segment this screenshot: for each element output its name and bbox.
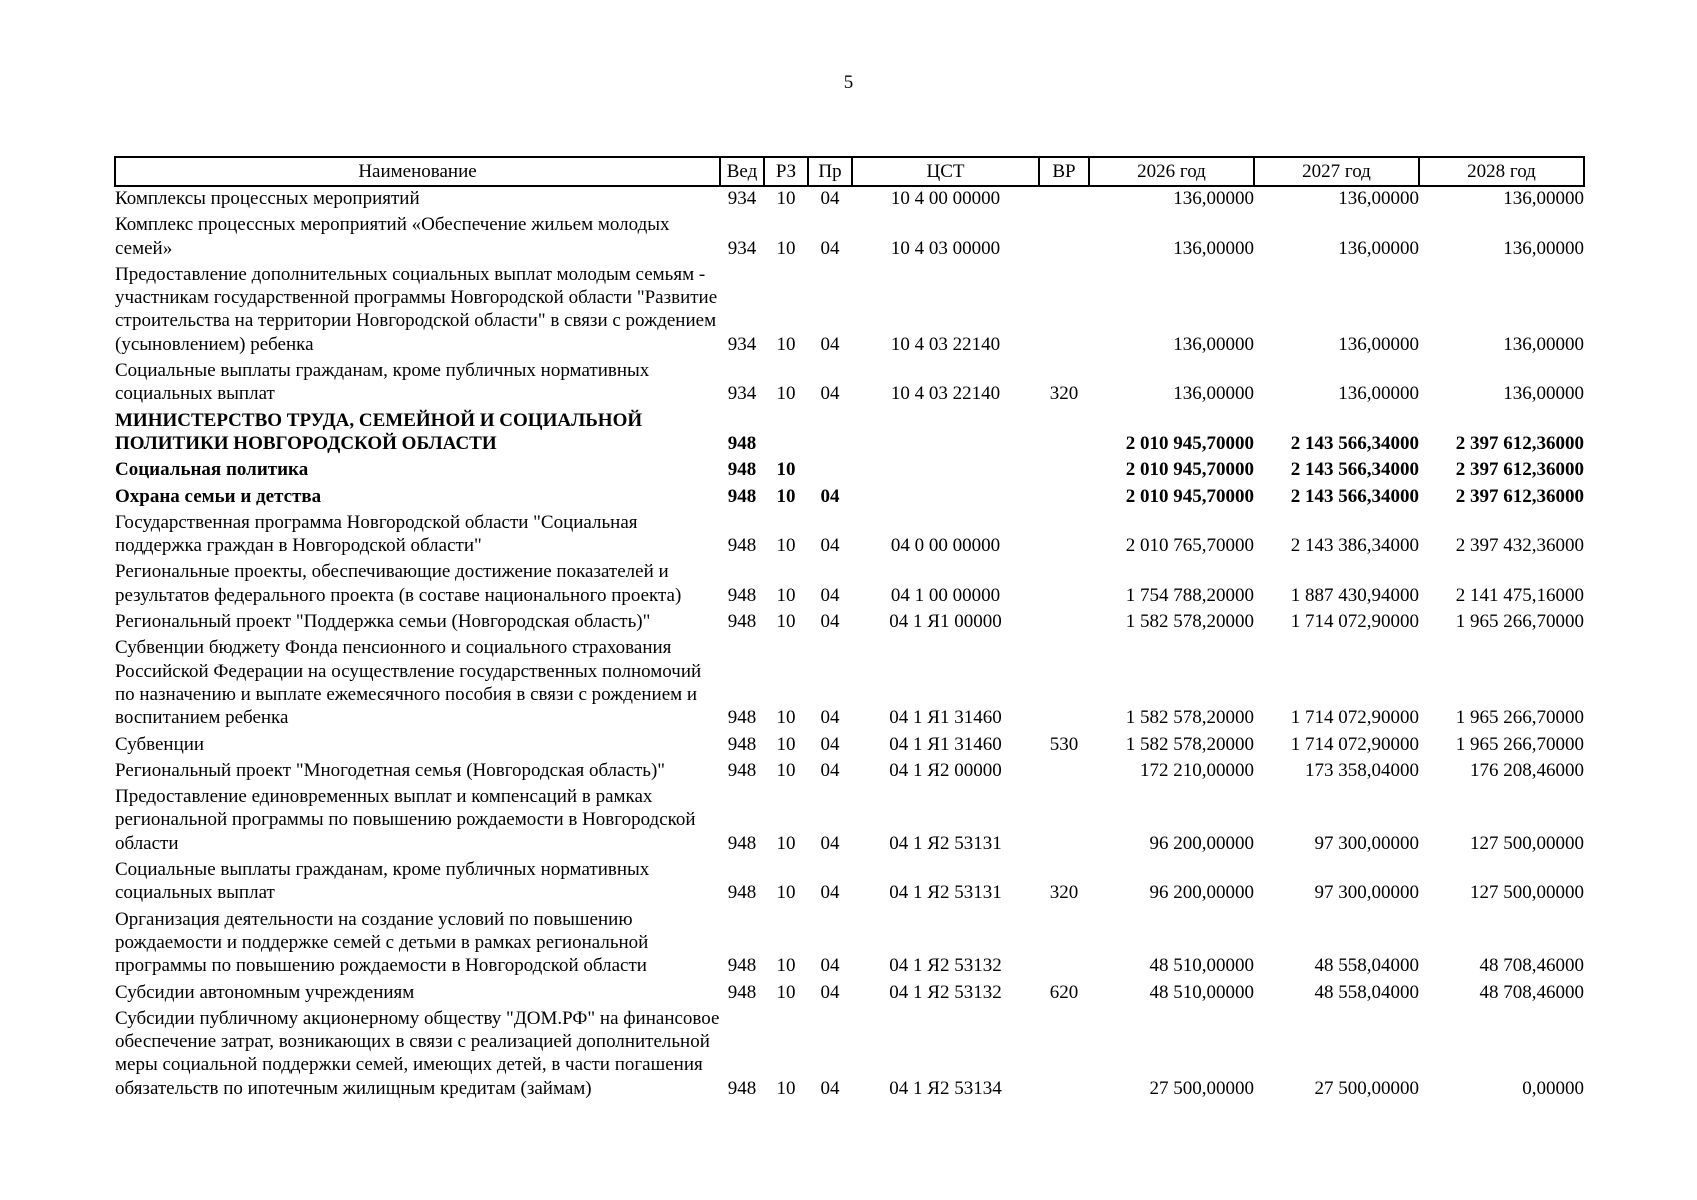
row-vr bbox=[1039, 458, 1089, 484]
row-amount-2026: 1 754 788,20000 bbox=[1125, 584, 1254, 606]
row-pr: 04 bbox=[820, 882, 840, 904]
table-body bbox=[115, 186, 1584, 1103]
row-vr bbox=[1039, 1007, 1089, 1103]
row-amount-2028: 2 397 612,36000 bbox=[1455, 459, 1584, 481]
row-amount-2027: 136,00000 bbox=[1338, 383, 1419, 405]
row-vr bbox=[1039, 409, 1089, 459]
table-row bbox=[115, 359, 1584, 409]
row-amount-2026: 2 010 945,70000 bbox=[1125, 432, 1254, 454]
table-row bbox=[115, 409, 1584, 459]
row-amount-2028: 1 965 266,70000 bbox=[1455, 707, 1584, 729]
header-2028: 2028 год bbox=[1419, 157, 1584, 186]
table-row bbox=[115, 458, 1584, 484]
row-rz: 10 bbox=[776, 237, 796, 259]
row-ved: 948 bbox=[727, 459, 757, 481]
header-name: Наименование bbox=[115, 157, 720, 186]
row-cst: 04 0 00 00000 bbox=[890, 535, 1001, 557]
row-name: Региональный проект "Поддержка семьи (Новгородская область)" bbox=[115, 611, 651, 633]
row-rz: 10 bbox=[776, 955, 796, 977]
row-rz: 10 bbox=[776, 459, 796, 481]
header-cst: ЦСТ bbox=[852, 157, 1039, 186]
row-amount-2027: 173 358,04000 bbox=[1305, 759, 1419, 781]
row-cst: 04 1 Я1 00000 bbox=[889, 611, 1002, 633]
row-cst: 04 1 Я2 00000 bbox=[889, 759, 1002, 781]
row-name: Организация деятельности на создание условий по повышению рождаемости и поддержке семей с детьми в рамках региональной программы по повышению рождаемости в Новгородской области bbox=[115, 908, 649, 977]
row-ved: 948 bbox=[727, 1077, 757, 1099]
row-vr: 320 bbox=[1049, 882, 1079, 904]
row-rz: 10 bbox=[776, 485, 796, 507]
row-amount-2027: 1 714 072,90000 bbox=[1290, 707, 1419, 729]
row-cst: 10 4 03 22140 bbox=[890, 383, 1001, 405]
row-vr bbox=[1039, 560, 1089, 610]
row-vr bbox=[1039, 186, 1089, 213]
row-cst: 10 4 03 22140 bbox=[890, 333, 1001, 355]
row-amount-2028: 1 965 266,70000 bbox=[1455, 611, 1584, 633]
row-rz: 10 bbox=[776, 535, 796, 557]
row-amount-2026: 2 010 945,70000 bbox=[1125, 485, 1254, 507]
row-amount-2027: 136,00000 bbox=[1338, 333, 1419, 355]
row-pr: 04 bbox=[820, 237, 840, 259]
row-cst bbox=[852, 409, 1039, 459]
row-name: Охрана семьи и детства bbox=[115, 485, 322, 507]
row-amount-2026: 2 010 945,70000 bbox=[1125, 459, 1254, 481]
row-amount-2028: 136,00000 bbox=[1503, 237, 1584, 259]
table-row bbox=[115, 263, 1584, 359]
row-vr bbox=[1039, 485, 1089, 511]
row-name: Субвенции бюджету Фонда пенсионного и социального страхования Российской Федерации на осуществление государственных полномочий по назначению и выплате ежемесячного пособия в связи с рождением и воспитанием ребенка bbox=[115, 637, 702, 729]
row-pr: 04 bbox=[820, 611, 840, 633]
row-amount-2028: 176 208,46000 bbox=[1470, 759, 1584, 781]
row-cst bbox=[852, 458, 1039, 484]
row-name: Региональный проект "Многодетная семья (Новгородская область)" bbox=[115, 759, 666, 781]
row-vr bbox=[1039, 511, 1089, 561]
row-ved: 948 bbox=[727, 611, 757, 633]
row-pr: 04 bbox=[820, 759, 840, 781]
row-ved: 948 bbox=[727, 981, 757, 1003]
row-cst: 04 1 Я2 53134 bbox=[889, 1077, 1002, 1099]
row-ved: 934 bbox=[727, 188, 757, 209]
row-amount-2026: 2 010 765,70000 bbox=[1125, 535, 1254, 557]
row-amount-2027: 27 500,00000 bbox=[1314, 1077, 1419, 1099]
table-row bbox=[115, 610, 1584, 636]
row-name: Региональные проекты, обеспечивающие достижение показателей и результатов федерального проекта (в составе национального проекта) bbox=[115, 561, 682, 606]
row-amount-2026: 96 200,00000 bbox=[1149, 832, 1254, 854]
row-rz: 10 bbox=[776, 188, 796, 209]
row-amount-2026: 136,00000 bbox=[1173, 237, 1254, 259]
header-rz: РЗ bbox=[764, 157, 808, 186]
row-ved: 934 bbox=[727, 237, 757, 259]
row-vr bbox=[1039, 213, 1089, 263]
row-ved: 948 bbox=[727, 485, 757, 507]
row-pr: 04 bbox=[820, 1077, 840, 1099]
table-row bbox=[115, 733, 1584, 759]
row-name: Социальные выплаты гражданам, кроме публичных нормативных социальных выплат bbox=[115, 360, 650, 405]
row-amount-2026: 48 510,00000 bbox=[1149, 955, 1254, 977]
row-ved: 948 bbox=[727, 535, 757, 557]
row-amount-2028: 48 708,46000 bbox=[1479, 981, 1584, 1003]
row-amount-2028: 2 141 475,16000 bbox=[1455, 584, 1584, 606]
row-ved: 948 bbox=[727, 733, 757, 755]
row-amount-2027: 2 143 566,34000 bbox=[1290, 432, 1419, 454]
row-cst: 10 4 03 00000 bbox=[890, 237, 1001, 259]
table-row bbox=[115, 186, 1584, 213]
table-row bbox=[115, 858, 1584, 908]
row-pr: 04 bbox=[820, 707, 840, 729]
table-row bbox=[115, 908, 1584, 981]
row-cst: 10 4 00 00000 bbox=[890, 188, 1001, 209]
row-ved: 948 bbox=[727, 955, 757, 977]
row-cst bbox=[852, 485, 1039, 511]
table-row bbox=[115, 759, 1584, 785]
row-amount-2026: 1 582 578,20000 bbox=[1125, 733, 1254, 755]
row-pr: 04 bbox=[820, 832, 840, 854]
row-amount-2026: 27 500,00000 bbox=[1149, 1077, 1254, 1099]
row-amount-2027: 136,00000 bbox=[1338, 188, 1419, 209]
row-amount-2026: 1 582 578,20000 bbox=[1125, 611, 1254, 633]
row-name: Социальная политика bbox=[115, 459, 309, 481]
row-pr bbox=[808, 458, 852, 484]
row-rz: 10 bbox=[776, 981, 796, 1003]
row-name: Субвенции bbox=[115, 733, 205, 755]
row-vr bbox=[1039, 908, 1089, 981]
row-amount-2027: 2 143 566,34000 bbox=[1290, 485, 1419, 507]
row-amount-2027: 136,00000 bbox=[1338, 237, 1419, 259]
row-amount-2026: 1 582 578,20000 bbox=[1125, 707, 1254, 729]
row-vr: 320 bbox=[1049, 383, 1079, 405]
row-amount-2028: 2 397 612,36000 bbox=[1455, 485, 1584, 507]
row-rz: 10 bbox=[776, 611, 796, 633]
row-pr: 04 bbox=[820, 485, 840, 507]
row-amount-2026: 172 210,00000 bbox=[1140, 759, 1254, 781]
row-pr: 04 bbox=[820, 333, 840, 355]
row-pr: 04 bbox=[820, 955, 840, 977]
row-amount-2028: 136,00000 bbox=[1503, 383, 1584, 405]
row-cst: 04 1 Я1 31460 bbox=[889, 707, 1002, 729]
row-pr bbox=[808, 409, 852, 459]
row-amount-2027: 97 300,00000 bbox=[1314, 832, 1419, 854]
row-amount-2028: 136,00000 bbox=[1503, 333, 1584, 355]
table-row bbox=[115, 511, 1584, 561]
row-name: Государственная программа Новгородской области "Социальная поддержка граждан в Новгородской области" bbox=[115, 511, 638, 557]
row-amount-2026: 136,00000 bbox=[1173, 188, 1254, 209]
row-rz bbox=[764, 409, 808, 459]
row-name: Комплекс процессных мероприятий «Обеспечение жильем молодых семей» bbox=[115, 214, 670, 259]
header-2027: 2027 год bbox=[1254, 157, 1419, 186]
row-pr: 04 bbox=[820, 535, 840, 557]
row-cst: 04 1 Я2 53132 bbox=[889, 955, 1002, 977]
row-name: Предоставление дополнительных социальных выплат молодым семьям - участникам государственной программы Новгородской области "Развитие строительства на территории Новгородской области" в связи с рождением (усыновлением) ребенка bbox=[115, 263, 718, 355]
header-ved: Вед bbox=[720, 157, 764, 186]
row-ved: 948 bbox=[727, 882, 757, 904]
row-pr: 04 bbox=[820, 584, 840, 606]
row-ved: 934 bbox=[727, 333, 757, 355]
row-rz: 10 bbox=[776, 707, 796, 729]
row-ved: 948 bbox=[727, 584, 757, 606]
row-amount-2028: 48 708,46000 bbox=[1479, 955, 1584, 977]
row-ved: 948 bbox=[727, 759, 757, 781]
table-row bbox=[115, 213, 1584, 263]
row-vr: 530 bbox=[1049, 733, 1079, 755]
row-amount-2027: 48 558,04000 bbox=[1314, 981, 1419, 1003]
budget-table bbox=[114, 156, 1585, 1103]
row-amount-2026: 96 200,00000 bbox=[1149, 882, 1254, 904]
row-amount-2028: 0,00000 bbox=[1522, 1077, 1584, 1099]
row-name: Предоставление единовременных выплат и компенсаций в рамках региональной программы по повышению рождаемости в Новгородской области bbox=[115, 786, 696, 854]
row-pr: 04 bbox=[820, 188, 840, 209]
row-vr bbox=[1039, 263, 1089, 359]
row-amount-2027: 2 143 566,34000 bbox=[1290, 459, 1419, 481]
row-cst: 04 1 Я1 31460 bbox=[889, 733, 1002, 755]
row-amount-2027: 1 714 072,90000 bbox=[1290, 733, 1419, 755]
row-amount-2027: 1 887 430,94000 bbox=[1290, 584, 1419, 606]
header-pr: Пр bbox=[808, 157, 852, 186]
row-pr: 04 bbox=[820, 981, 840, 1003]
row-rz: 10 bbox=[776, 882, 796, 904]
row-amount-2027: 1 714 072,90000 bbox=[1290, 611, 1419, 633]
row-amount-2028: 1 965 266,70000 bbox=[1455, 733, 1584, 755]
row-pr: 04 bbox=[820, 733, 840, 755]
row-ved: 948 bbox=[727, 432, 757, 454]
row-rz: 10 bbox=[776, 733, 796, 755]
row-amount-2028: 127 500,00000 bbox=[1470, 832, 1584, 854]
table-row bbox=[115, 785, 1584, 858]
row-name: Субсидии публичному акционерному обществу "ДОМ.РФ" на финансовое обеспечение затрат, возникающих в связи с реализацией дополнительной меры социальной поддержки семей, имеющих детей, в части погашения обязательств по ипотечным жилищным кредитам (займам) bbox=[115, 1007, 720, 1099]
row-pr: 04 bbox=[820, 383, 840, 405]
row-vr bbox=[1039, 785, 1089, 858]
row-amount-2028: 136,00000 bbox=[1503, 188, 1584, 209]
row-vr bbox=[1039, 636, 1089, 732]
row-name: Комплексы процессных мероприятий bbox=[115, 188, 420, 209]
row-cst: 04 1 00 00000 bbox=[890, 584, 1001, 606]
row-rz: 10 bbox=[776, 333, 796, 355]
table-row bbox=[115, 560, 1584, 610]
header-vr: ВР bbox=[1039, 157, 1089, 186]
row-rz: 10 bbox=[776, 1077, 796, 1099]
row-name: Социальные выплаты гражданам, кроме публичных нормативных социальных выплат bbox=[115, 859, 650, 904]
table-row bbox=[115, 485, 1584, 511]
row-amount-2028: 2 397 612,36000 bbox=[1455, 432, 1584, 454]
table-row bbox=[115, 1007, 1584, 1103]
row-vr: 620 bbox=[1049, 981, 1079, 1003]
row-name: МИНИСТЕРСТВО ТРУДА, СЕМЕЙНОЙ И СОЦИАЛЬНОЙ ПОЛИТИКИ НОВГОРОДСКОЙ ОБЛАСТИ bbox=[115, 409, 643, 454]
row-amount-2027: 48 558,04000 bbox=[1314, 955, 1419, 977]
page-number: 5 bbox=[843, 72, 854, 93]
row-cst: 04 1 Я2 53132 bbox=[889, 981, 1002, 1003]
row-amount-2028: 2 397 432,36000 bbox=[1455, 535, 1584, 557]
table-row bbox=[115, 636, 1584, 732]
row-cst: 04 1 Я2 53131 bbox=[889, 882, 1002, 904]
row-amount-2026: 48 510,00000 bbox=[1149, 981, 1254, 1003]
row-vr bbox=[1039, 759, 1089, 785]
row-amount-2027: 2 143 386,34000 bbox=[1290, 535, 1419, 557]
table-header-row bbox=[115, 157, 1584, 186]
row-ved: 934 bbox=[727, 383, 757, 405]
row-amount-2026: 136,00000 bbox=[1173, 383, 1254, 405]
row-cst: 04 1 Я2 53131 bbox=[889, 832, 1002, 854]
row-rz: 10 bbox=[776, 832, 796, 854]
row-amount-2028: 127 500,00000 bbox=[1470, 882, 1584, 904]
row-amount-2026: 136,00000 bbox=[1173, 333, 1254, 355]
table-row bbox=[115, 981, 1584, 1007]
row-rz: 10 bbox=[776, 383, 796, 405]
row-ved: 948 bbox=[727, 832, 757, 854]
row-rz: 10 bbox=[776, 759, 796, 781]
row-ved: 948 bbox=[727, 707, 757, 729]
header-2026: 2026 год bbox=[1089, 157, 1254, 186]
row-vr bbox=[1039, 610, 1089, 636]
row-amount-2027: 97 300,00000 bbox=[1314, 882, 1419, 904]
row-rz: 10 bbox=[776, 584, 796, 606]
row-name: Субсидии автономным учреждениям bbox=[115, 981, 415, 1003]
